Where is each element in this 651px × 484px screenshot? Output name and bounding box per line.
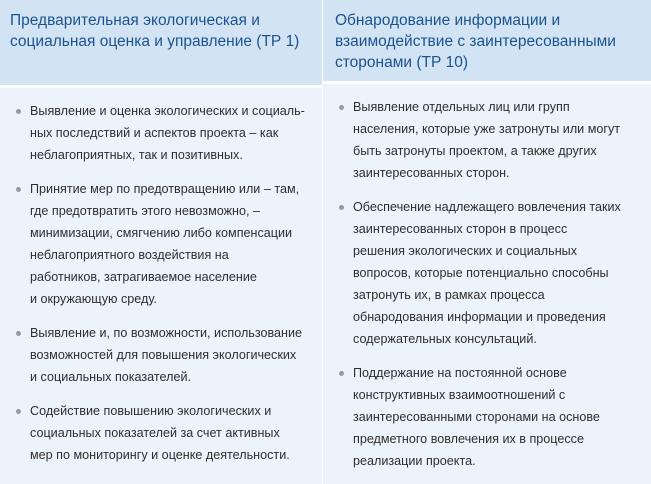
column-body — [0, 88, 322, 484]
bullet-icon — [16, 109, 21, 114]
list-item-text: Принятие мер по предотвращению или – там, где предотвратить этого невозможно, – минимизации, смягчению либо компенсации неблагоприятного воздействия на работников, затрагиваемое население и окружающую среду. — [30, 182, 300, 306]
column-tr1 — [0, 0, 322, 484]
list-item-text: Поддержание на постоянной основе конструктивных взаимоотношений с заинтересованными сторонами на основе предметного вовлечения их в процессе реализации проекта. — [353, 366, 600, 468]
column-body — [323, 84, 651, 484]
bullet-icon — [339, 371, 344, 376]
list-item-text: Содействие повышению экологических и социальных показателей за счет активных мер по мониторингу и оценке деятельности. — [30, 404, 290, 462]
list-item — [12, 100, 310, 166]
column-tr10 — [323, 0, 651, 484]
column-heading — [0, 0, 322, 85]
bullet-icon — [339, 205, 344, 210]
list-item — [335, 362, 639, 472]
list-item — [335, 196, 639, 350]
list-item — [335, 96, 639, 184]
bullet-icon — [16, 187, 21, 192]
bullet-icon — [16, 409, 21, 414]
column-heading — [323, 0, 651, 81]
list-item-text: Обеспечение надлежащего вовлечения таких заинтересованных сторон в процесс решения экологических и социальных вопросов, которые потенциально способны затронуть их, в рамках процесса обнародования информации и проведения содержательных консультаций. — [353, 200, 621, 346]
list-item — [12, 178, 310, 310]
heading-text: Предварительная экологическая и социальная оценка и управление (ТР 1) — [10, 12, 300, 50]
list-item-text: Выявление и, по возможности, использование возможностей для повышения экологических и социальных показателей. — [30, 326, 303, 384]
list-item-text: Выявление отдельных лиц или групп населения, которые уже затронуты или могут быть затронуты проектом, а также других заинтересованных сторон. — [353, 100, 621, 180]
bullet-icon — [339, 105, 344, 110]
list-item — [12, 322, 310, 388]
heading-text: Обнародование информации и взаимодействие с заинтересованными сторонами (ТР 10) — [335, 12, 616, 71]
list-item — [12, 400, 310, 466]
bullet-icon — [16, 331, 21, 336]
list-item-text: Выявление и оценка экологических и социаль- ных последствий и аспектов проекта – как неблагоприятных, так и позитивных. — [30, 104, 305, 162]
